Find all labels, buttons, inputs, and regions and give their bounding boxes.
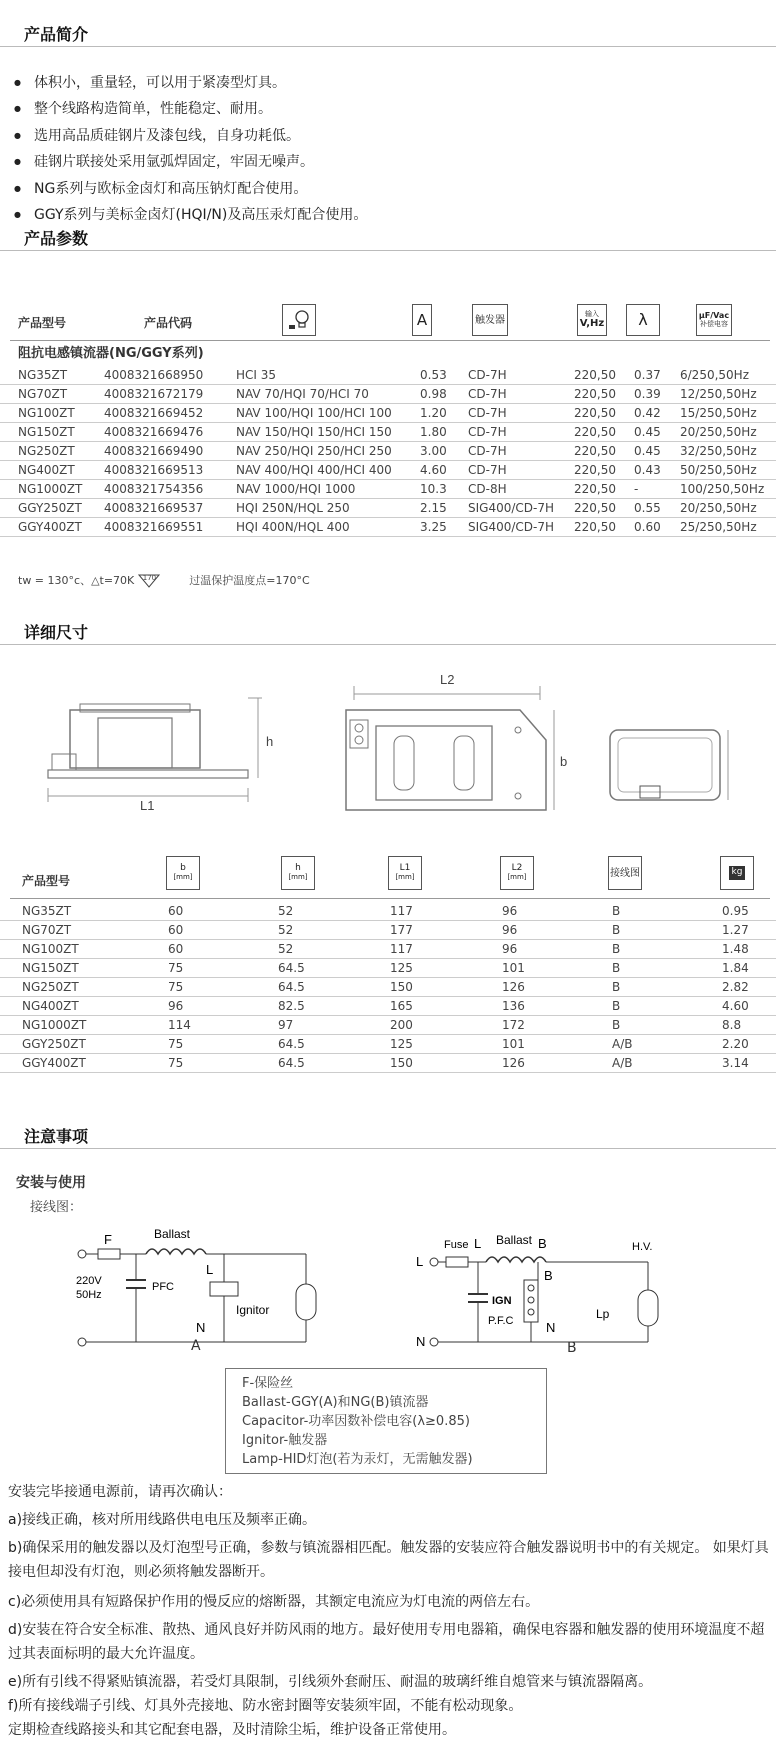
intro-list xyxy=(10,70,367,228)
table-cell: GGY400ZT xyxy=(22,1056,86,1070)
table-cell: NG1000ZT xyxy=(18,482,83,496)
table-subheading: 阻抗电感镇流器(NG/GGY系列) xyxy=(18,346,204,361)
table-cell: 4008321669476 xyxy=(104,425,204,439)
table-cell: 4008321669551 xyxy=(104,520,204,534)
table-cell: 97 xyxy=(278,1018,294,1032)
table-cell: 220,50 xyxy=(574,482,616,496)
circuit-b-caption: B xyxy=(567,1340,577,1356)
label-pfc: P.F.C xyxy=(488,1315,514,1327)
table-cell: 0.60 xyxy=(634,520,661,534)
top-view-drawing xyxy=(340,670,570,820)
table-row xyxy=(0,366,776,385)
table-cell: 52 xyxy=(278,904,294,918)
table-cell: 32/250,50Hz xyxy=(680,444,757,458)
circuit-diagram-a xyxy=(76,1222,356,1352)
table-cell: 101 xyxy=(502,1037,525,1051)
divider xyxy=(10,898,770,899)
paragraph: d)安装在符合安全标准、散热、通风良好并防风雨的地方。最好使用专用电器箱，确保电容器和触发器的使用环境温度不超过其表面标明的最大允许温度。 xyxy=(8,1622,765,1662)
table-cell: NG400ZT xyxy=(18,463,75,477)
current-icon: A xyxy=(412,304,432,336)
table-cell: NAV 250/HQI 250/HCI 250 xyxy=(236,444,392,458)
table-cell: 200 xyxy=(390,1018,413,1032)
table-cell: 1.80 xyxy=(420,425,447,439)
legend-item: Ballast-GGY(A)和NG(B)镇流器 xyxy=(242,1395,429,1410)
list-item: ● 体积小，重量轻，可以用于紧凑型灯具。 xyxy=(10,70,367,96)
table-cell: 96 xyxy=(502,923,518,937)
table-cell: HQI 400N/HQL 400 xyxy=(236,520,350,534)
install-title: 安装与使用 xyxy=(16,1175,86,1191)
label-B-side: B xyxy=(544,1268,553,1283)
table-cell: 82.5 xyxy=(278,999,305,1013)
table-cell: NAV 70/HQI 70/HCI 70 xyxy=(236,387,369,401)
table-cell: 1.20 xyxy=(420,406,447,420)
paragraph: e)所有引线不得紧贴镇流器，若受灯具限制，引线须外套耐压、耐温的玻璃纤维自熄管来与镇流器隔离。 xyxy=(8,1674,653,1690)
table-cell: 172 xyxy=(502,1018,525,1032)
weight-icon: kg xyxy=(720,856,754,890)
table-cell: CD-7H xyxy=(468,444,507,458)
table-cell: A/B xyxy=(612,1037,633,1051)
table-cell: CD-7H xyxy=(468,368,507,382)
wiring-label: 接线图： xyxy=(30,1200,83,1215)
table-cell: 2.82 xyxy=(722,980,749,994)
table-cell: 64.5 xyxy=(278,1037,305,1051)
paragraph: 安装完毕接通电源前，请再次确认： xyxy=(8,1484,232,1500)
table-cell: 100/250,50Hz xyxy=(680,482,765,496)
label-ballast: Ballast xyxy=(496,1233,533,1247)
table-cell: SIG400/CD-7H xyxy=(468,520,555,534)
table-cell: 50/250,50Hz xyxy=(680,463,757,477)
circuit-diagram-b xyxy=(416,1224,706,1354)
table-cell: 96 xyxy=(502,904,518,918)
label-ign: IGN xyxy=(492,1295,512,1307)
table-cell: 220,50 xyxy=(574,406,616,420)
paragraph: b)确保采用的触发器以及灯泡型号正确，参数与镇流器相匹配。触发器的安装应符合触发器说明书中的有关规定。 如果灯具接电但却没有灯泡，则必须将触发器断开。 xyxy=(8,1540,769,1580)
table-cell: 4008321668950 xyxy=(104,368,204,382)
capacitor-icon: μF/Vac 补偿电容 xyxy=(696,304,732,336)
table-cell: CD-7H xyxy=(468,406,507,420)
table-cell: NG100ZT xyxy=(18,406,75,420)
legend-item: Capacitor-功率因数补偿电容(λ≥0.85) xyxy=(242,1414,470,1429)
params-table-body xyxy=(0,366,776,537)
table-cell: 75 xyxy=(168,961,184,975)
ignitor-icon: 触发器 xyxy=(472,304,508,336)
divider xyxy=(0,644,776,645)
table-cell: NG150ZT xyxy=(22,961,79,975)
table-cell: GGY400ZT xyxy=(18,520,82,534)
table-cell: 150 xyxy=(390,980,413,994)
table-cell: 1.27 xyxy=(722,923,749,937)
label-pfc: PFC xyxy=(152,1281,174,1293)
list-item: ● NG系列与欧标金卤灯和高压钠灯配合使用。 xyxy=(10,176,367,202)
table-cell: 2.15 xyxy=(420,501,447,515)
table-cell: 2.20 xyxy=(722,1037,749,1051)
table-cell: 64.5 xyxy=(278,980,305,994)
side-view-drawing xyxy=(40,684,280,814)
table-cell: NAV 1000/HQI 1000 xyxy=(236,482,356,496)
wiring-diagram-icon: 接线图 xyxy=(608,856,642,890)
table-cell: 3.25 xyxy=(420,520,447,534)
table-cell: 15/250,50Hz xyxy=(680,406,757,420)
table-cell: NG70ZT xyxy=(18,387,68,401)
table-row xyxy=(0,997,776,1016)
table-cell: 136 xyxy=(502,999,525,1013)
table-cell: 101 xyxy=(502,961,525,975)
dim-label-L1: L1 xyxy=(140,798,155,813)
end-view-drawing xyxy=(600,720,740,820)
table-cell: 52 xyxy=(278,923,294,937)
table-cell: 220,50 xyxy=(574,368,616,382)
table-row xyxy=(0,940,776,959)
paragraph: c)必须使用具有短路保护作用的慢反应的熔断器，其额定电流应为灯电流的两倍左右。 xyxy=(8,1594,540,1610)
table-cell: HQI 250N/HQL 250 xyxy=(236,501,350,515)
table-cell: 177 xyxy=(390,923,413,937)
table-cell: B xyxy=(612,923,621,937)
table-cell: 117 xyxy=(390,942,413,956)
legend-item: Lamp-HID灯泡(若为汞灯，无需触发器) xyxy=(242,1452,473,1467)
label-ignitor: Ignitor xyxy=(236,1303,270,1317)
label-voltage: 220V xyxy=(76,1275,102,1287)
table-cell: B xyxy=(612,999,621,1013)
label-L: L xyxy=(206,1262,214,1277)
dim-label-b: b xyxy=(560,754,568,769)
table-cell: 4008321669452 xyxy=(104,406,204,420)
table-cell: 3.00 xyxy=(420,444,447,458)
table-cell: 4008321669513 xyxy=(104,463,204,477)
input-voltage-icon: 输入 V,Hz xyxy=(577,304,607,336)
label-F: F xyxy=(104,1232,112,1247)
label-hv: H.V. xyxy=(632,1241,653,1253)
divider xyxy=(0,250,776,251)
table-cell: 1.48 xyxy=(722,942,749,956)
table-cell: 64.5 xyxy=(278,961,305,975)
table-cell: 4008321672179 xyxy=(104,387,204,401)
table-cell: NG100ZT xyxy=(22,942,79,956)
table-cell: NG35ZT xyxy=(22,904,72,918)
table-cell: 126 xyxy=(502,1056,525,1070)
table-cell: 60 xyxy=(168,904,184,918)
table-cell: 75 xyxy=(168,980,184,994)
table-cell: NG400ZT xyxy=(22,999,79,1013)
table-cell: 64.5 xyxy=(278,1056,305,1070)
length-L2-icon: L2 [mm] xyxy=(500,856,534,890)
table-cell: 4008321669537 xyxy=(104,501,204,515)
circuit-a-caption: A xyxy=(191,1338,201,1354)
table-cell: 117 xyxy=(390,904,413,918)
label-L: L xyxy=(474,1236,482,1251)
label-N-in: N xyxy=(416,1334,426,1349)
label-freq: 50Hz xyxy=(76,1289,102,1301)
table-cell: NG70ZT xyxy=(22,923,72,937)
table-cell: 4008321669490 xyxy=(104,444,204,458)
table-cell: NAV 100/HQI 100/HCI 100 xyxy=(236,406,392,420)
table-row xyxy=(0,442,776,461)
table-cell: 1.84 xyxy=(722,961,749,975)
label-ballast: Ballast xyxy=(154,1227,191,1241)
table-row xyxy=(0,385,776,404)
table-cell: 60 xyxy=(168,942,184,956)
table-cell: 220,50 xyxy=(574,463,616,477)
table-cell: 220,50 xyxy=(574,501,616,515)
table-cell: B xyxy=(612,942,621,956)
table-cell: 6/250,50Hz xyxy=(680,368,749,382)
table-cell: NG150ZT xyxy=(18,425,75,439)
label-lp: Lp xyxy=(596,1307,610,1321)
table-cell: 60 xyxy=(168,923,184,937)
table-cell: 0.53 xyxy=(420,368,447,382)
table-cell: 20/250,50Hz xyxy=(680,501,757,515)
table-cell: 220,50 xyxy=(574,425,616,439)
table-row xyxy=(0,1016,776,1035)
table-cell: GGY250ZT xyxy=(18,501,82,515)
table-cell: NG250ZT xyxy=(22,980,79,994)
table-cell: 96 xyxy=(502,942,518,956)
table-row xyxy=(0,1035,776,1054)
table-cell: B xyxy=(612,1018,621,1032)
power-factor-icon: λ xyxy=(626,304,660,336)
table-cell: 0.98 xyxy=(420,387,447,401)
dims-table-body xyxy=(0,902,776,1073)
table-cell: 4.60 xyxy=(722,999,749,1013)
length-L1-icon: L1 [mm] xyxy=(388,856,422,890)
divider xyxy=(0,1148,776,1149)
label-N: N xyxy=(546,1320,556,1335)
dim-label-h: h xyxy=(266,734,274,749)
table-cell: 0.42 xyxy=(634,406,661,420)
table-cell: 0.37 xyxy=(634,368,661,382)
label-N: N xyxy=(196,1320,206,1335)
label-B-top: B xyxy=(538,1236,547,1251)
table-cell: 126 xyxy=(502,980,525,994)
table-cell: B xyxy=(612,961,621,975)
col-model-label: 产品型号 xyxy=(18,316,67,330)
section-title-notes: 注意事项 xyxy=(24,1127,89,1146)
table-cell: 75 xyxy=(168,1037,184,1051)
table-cell: GGY250ZT xyxy=(22,1037,86,1051)
table-row xyxy=(0,404,776,423)
table-cell: CD-8H xyxy=(468,482,507,496)
table-cell: 0.95 xyxy=(722,904,749,918)
height-h-icon: h [mm] xyxy=(281,856,315,890)
table-row xyxy=(0,518,776,537)
table-row xyxy=(0,921,776,940)
table-cell: A/B xyxy=(612,1056,633,1070)
table-cell: B xyxy=(612,980,621,994)
temperature-badge: 170 xyxy=(138,574,160,588)
table-cell: - xyxy=(634,482,639,496)
table-row xyxy=(0,978,776,997)
table-row xyxy=(0,959,776,978)
width-b-icon: b [mm] xyxy=(166,856,200,890)
table-cell: NAV 400/HQI 400/HCI 400 xyxy=(236,463,392,477)
table-cell: 3.14 xyxy=(722,1056,749,1070)
legend-item: F-保险丝 xyxy=(242,1376,294,1391)
table-cell: 0.45 xyxy=(634,444,661,458)
table-cell: NAV 150/HQI 150/HCI 150 xyxy=(236,425,392,439)
divider xyxy=(10,340,770,341)
table-cell: 165 xyxy=(390,999,413,1013)
table-cell: 0.43 xyxy=(634,463,661,477)
paragraph: a)接线正确，核对所用线路供电电压及频率正确。 xyxy=(8,1512,317,1528)
table-row xyxy=(0,480,776,499)
table-cell: NG250ZT xyxy=(18,444,75,458)
table-cell: 4008321754356 xyxy=(104,482,204,496)
divider xyxy=(0,46,776,47)
col-model-label: 产品型号 xyxy=(22,874,71,888)
table-cell: NG35ZT xyxy=(18,368,68,382)
list-item: ● 选用高品质硅钢片及漆包线，自身功耗低。 xyxy=(10,123,367,149)
table-cell: 4.60 xyxy=(420,463,447,477)
list-item: ● 硅钢片联接处采用氩弧焊固定，牢固无噪声。 xyxy=(10,149,367,175)
table-cell: 220,50 xyxy=(574,387,616,401)
table-cell: 52 xyxy=(278,942,294,956)
table-cell: B xyxy=(612,904,621,918)
table-cell: 25/250,50Hz xyxy=(680,520,757,534)
table-cell: 220,50 xyxy=(574,444,616,458)
table-cell: 114 xyxy=(168,1018,191,1032)
table-cell: 0.39 xyxy=(634,387,661,401)
table-cell: CD-7H xyxy=(468,425,507,439)
table-cell: NG1000ZT xyxy=(22,1018,87,1032)
paragraph: 定期检查线路接头和其它配套电器，及时清除尘垢，维护设备正常使用。 xyxy=(8,1722,456,1738)
table-cell: CD-7H xyxy=(468,463,507,477)
table-cell: HCI 35 xyxy=(236,368,277,382)
dims-table-header xyxy=(0,852,776,896)
label-L-in: L xyxy=(416,1254,424,1269)
table-cell: 12/250,50Hz xyxy=(680,387,757,401)
table-cell: 96 xyxy=(168,999,184,1013)
table-cell: 150 xyxy=(390,1056,413,1070)
table-cell: SIG400/CD-7H xyxy=(468,501,555,515)
label-fuse: Fuse xyxy=(444,1239,469,1251)
table-cell: 220,50 xyxy=(574,520,616,534)
section-title-dims: 详细尺寸 xyxy=(24,623,89,642)
dim-label-L2: L2 xyxy=(440,672,455,687)
table-cell: CD-7H xyxy=(468,387,507,401)
table-cell: 0.55 xyxy=(634,501,661,515)
table-cell: 10.3 xyxy=(420,482,447,496)
params-table-header xyxy=(0,300,776,340)
list-item: ● GGY系列与美标金卤灯(HQI/N)及高压汞灯配合使用。 xyxy=(10,202,367,228)
list-item: ● 整个线路构造简单，性能稳定、耐用。 xyxy=(10,96,367,122)
paragraph: f)所有接线端子引线、灯具外壳接地、防水密封圈等安装须牢固，不能有松动现象。 xyxy=(8,1698,523,1714)
table-cell: 75 xyxy=(168,1056,184,1070)
lamp-icon xyxy=(282,304,316,336)
col-code-label: 产品代码 xyxy=(144,316,193,330)
table-cell: 125 xyxy=(390,1037,413,1051)
section-title-params: 产品参数 xyxy=(24,229,89,248)
table-cell: 8.8 xyxy=(722,1018,742,1032)
legend-box xyxy=(225,1368,547,1474)
temperature-note: tw = 130°c、△t=70K 170 过温保护温度点=170°C xyxy=(18,574,310,587)
legend-item: Ignitor-触发器 xyxy=(242,1433,328,1448)
table-row xyxy=(0,461,776,480)
table-cell: 20/250,50Hz xyxy=(680,425,757,439)
table-row xyxy=(0,499,776,518)
table-row xyxy=(0,902,776,921)
table-row xyxy=(0,1054,776,1073)
table-row xyxy=(0,423,776,442)
section-title-intro: 产品简介 xyxy=(24,25,89,44)
table-cell: 125 xyxy=(390,961,413,975)
table-cell: 0.45 xyxy=(634,425,661,439)
